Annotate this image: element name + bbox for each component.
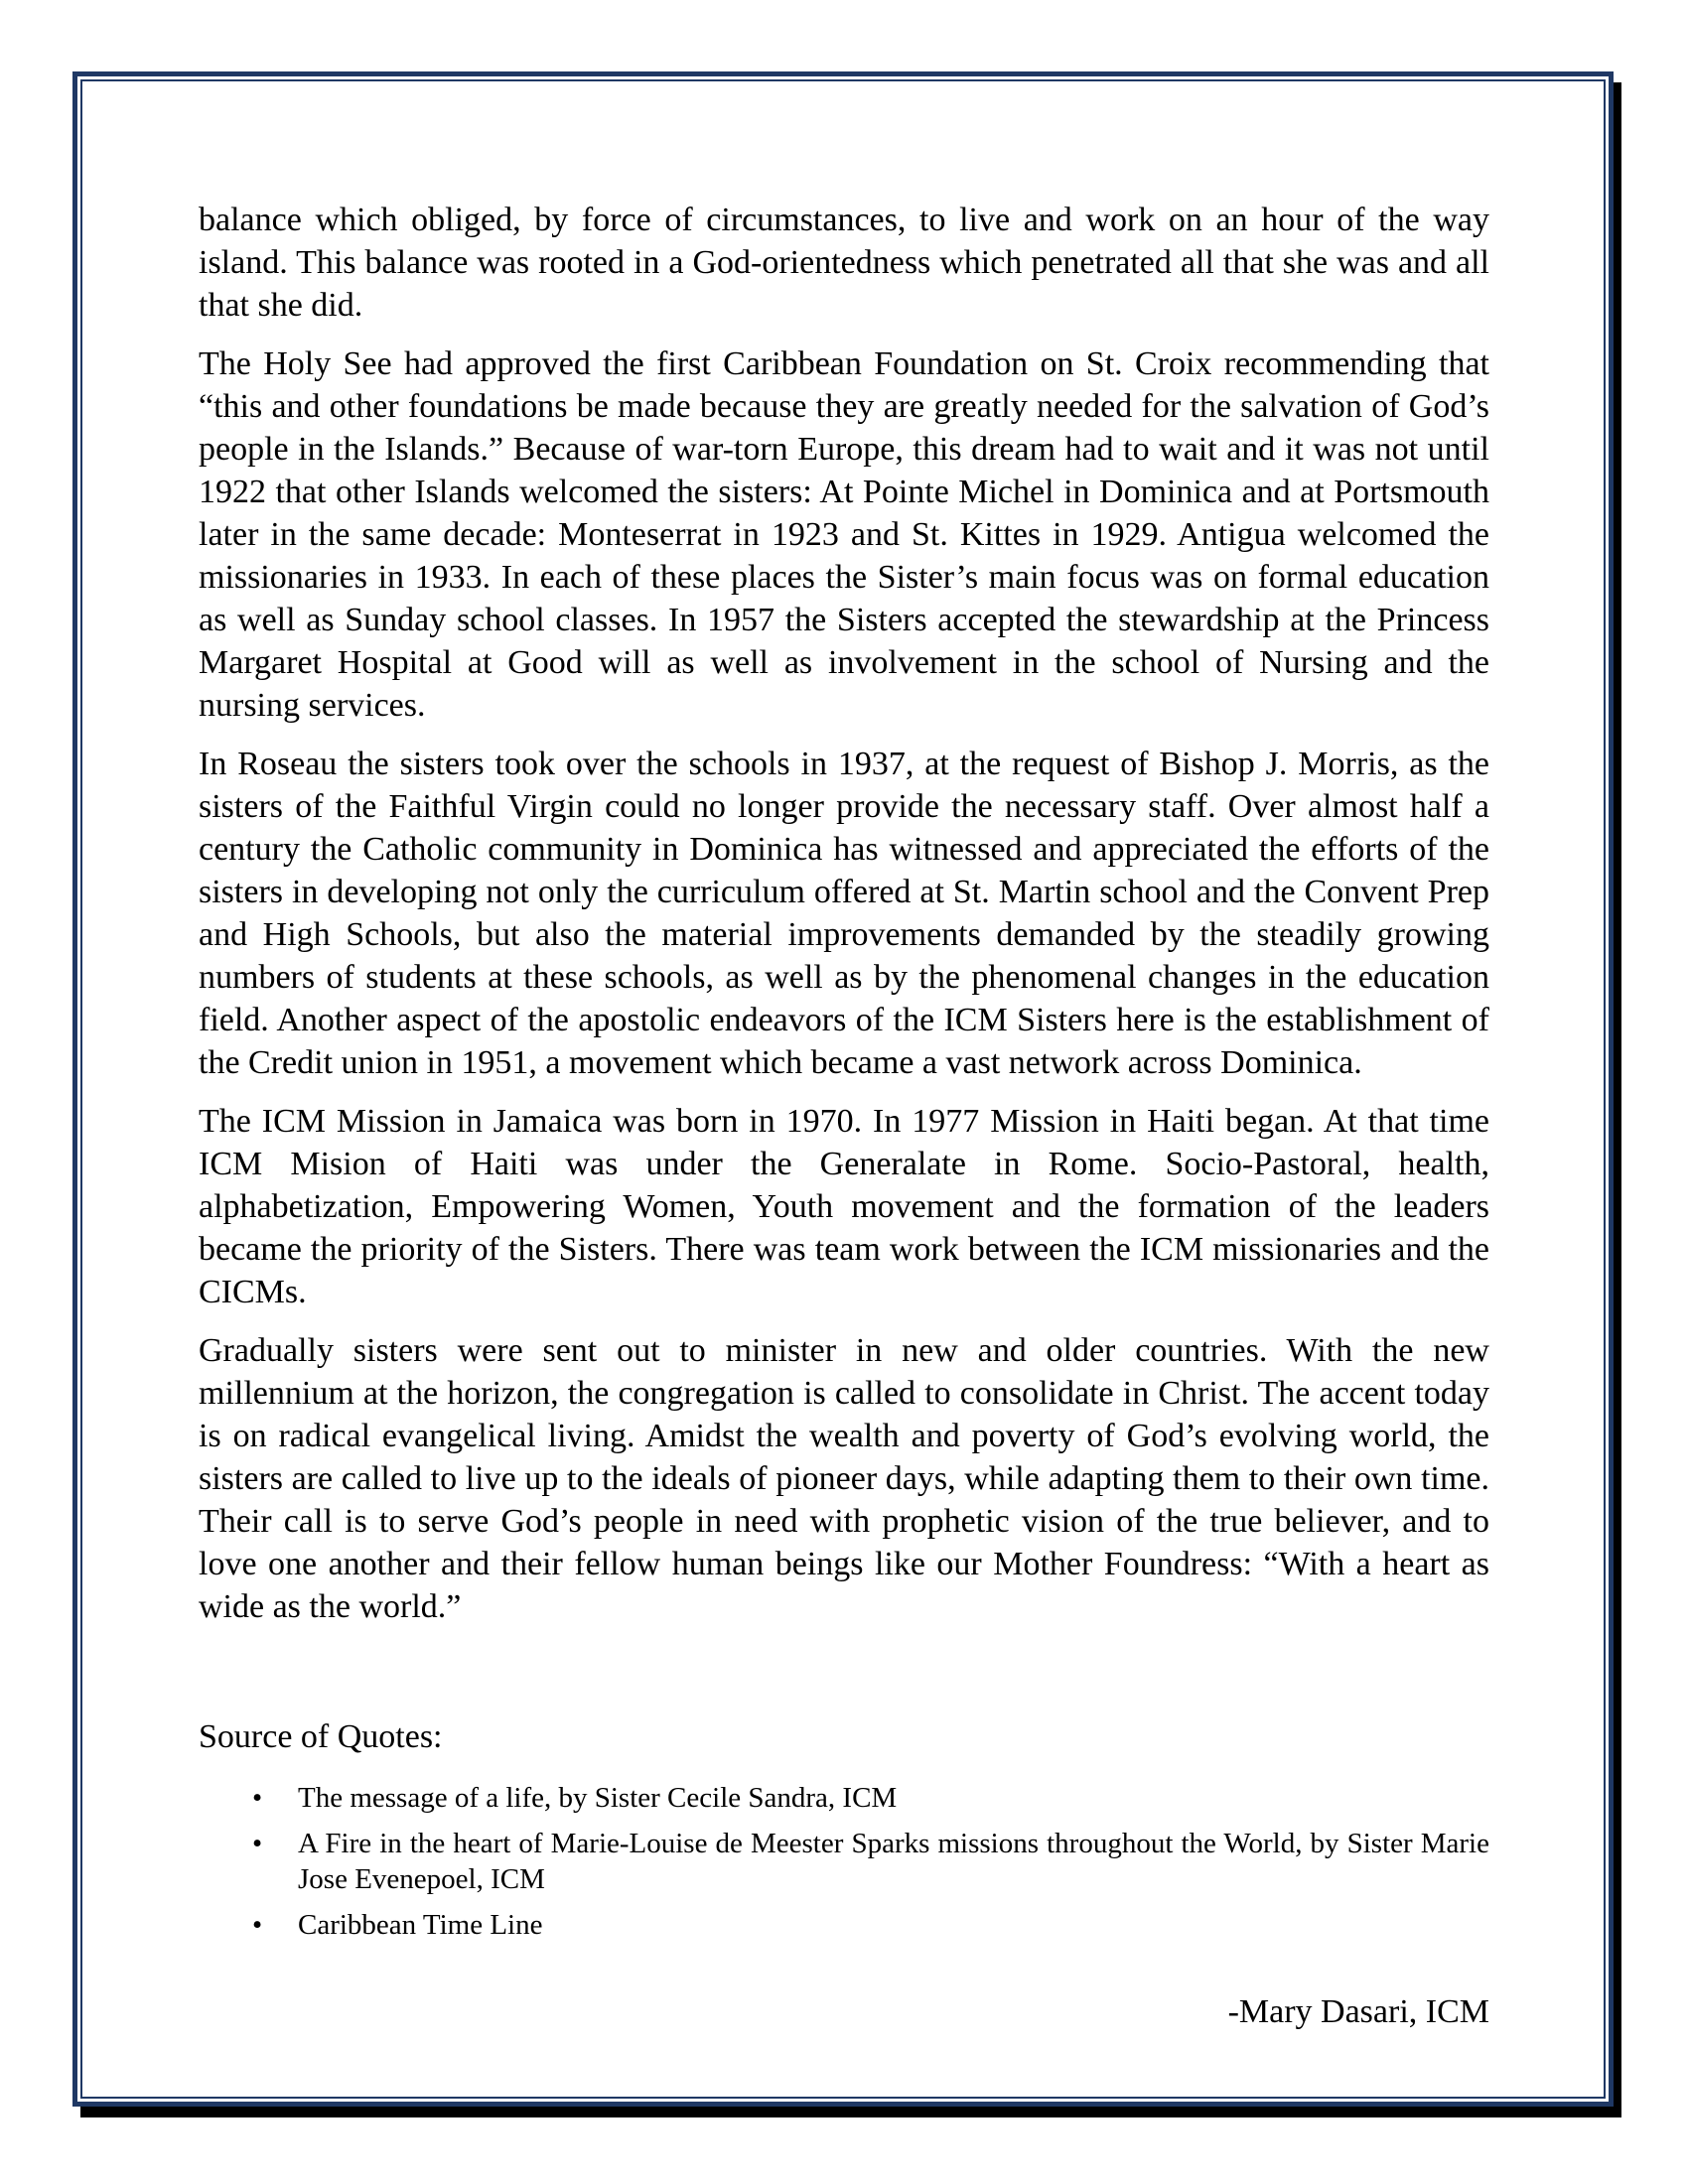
sources-list [199, 1780, 1489, 1943]
bullet-icon: • [252, 1828, 263, 1859]
list-item [199, 1826, 1489, 1897]
sources-heading: Source of Quotes: [199, 1718, 443, 1755]
paragraph-5: Gradually sisters were sent out to minister in new and older countries. With the new millennium at the horizon, the congregation is called to consolidate in Christ. The accent today is on radical evangelical living. Amidst the wealth and poverty of God’s evolving world, the sisters are called to live up to the ideals of pioneer days, while adapting them to their own time. Their call is to serve God’s people in need with prophetic vision of the true believer, and to love one another and their fellow human beings like our Mother Foundress: “With a heart as wide as the world.” [199, 1332, 1489, 1625]
paragraph-1: balance which obliged, by force of circumstances, to live and work on an hour of the way island. This balance was rooted in a God-orientedness which penetrated all that she was and all that she did. [199, 202, 1489, 324]
signature: -Mary Dasari, ICM [1227, 1993, 1489, 2030]
bullet-icon: • [252, 1782, 263, 1814]
sources-section [199, 1715, 1489, 2033]
list-item-text: Caribbean Time Line [298, 1909, 543, 1941]
paragraph-3: In Roseau the sisters took over the schools in 1937, at the request of Bishop J. Morris, as the sisters of the Faithful Virgin could no longer provide the necessary staff. Over almost half a century the Catholic community in Dominica has witnessed and appreciated the efforts of the sisters in developing not only the curriculum offered at St. Martin school and the Convent Prep and High Schools, but also the material improvements demanded by the steadily growing numbers of students at these schools, as well as by the phenomenal changes in the education field. Another aspect of the apostolic endeavors of the ICM Sisters here is the establishment of the Credit union in 1951, a movement which became a vast network across Dominica. [199, 746, 1489, 1081]
paragraph-2: The Holy See had approved the first Caribbean Foundation on St. Croix recommending that “this and other foundations be made because they are greatly needed for the salvation of God’s people in the Islands.” Because of war-torn Europe, this dream had to wait and it was not until 1922 that other Islands welcomed the sisters: At Pointe Michel in Dominica and at Portsmouth later in the same decade: Monteserrat in 1923 and St. Kittes in 1929. Antigua welcomed the missionaries in 1933. In each of these places the Sister’s main focus was on formal education as well as Sunday school classes. In 1957 the Sisters accepted the stewardship at the Princess Margaret Hospital at Good will as well as involvement in the school of Nursing and the nursing services. [199, 345, 1489, 724]
list-item [199, 1780, 1489, 1816]
list-item-text: A Fire in the heart of Marie-Louise de Meester Sparks missions throughout the World, by Sister Marie Jose Evenepoel, ICM [298, 1828, 1489, 1895]
list-item [199, 1907, 1489, 1943]
document-body [199, 199, 1489, 1644]
bullet-icon: • [252, 1909, 263, 1941]
paragraph-4: The ICM Mission in Jamaica was born in 1970. In 1977 Mission in Haiti began. At that time ICM Mision of Haiti was under the Generalate in Rome. Socio-Pastoral, health, alphabetization, Empowering Women, Youth movement and the formation of the leaders became the priority of the Sisters. There was team work between the ICM missionaries and the CICMs. [199, 1103, 1489, 1310]
list-item-text: The message of a life, by Sister Cecile Sandra, ICM [298, 1782, 898, 1814]
